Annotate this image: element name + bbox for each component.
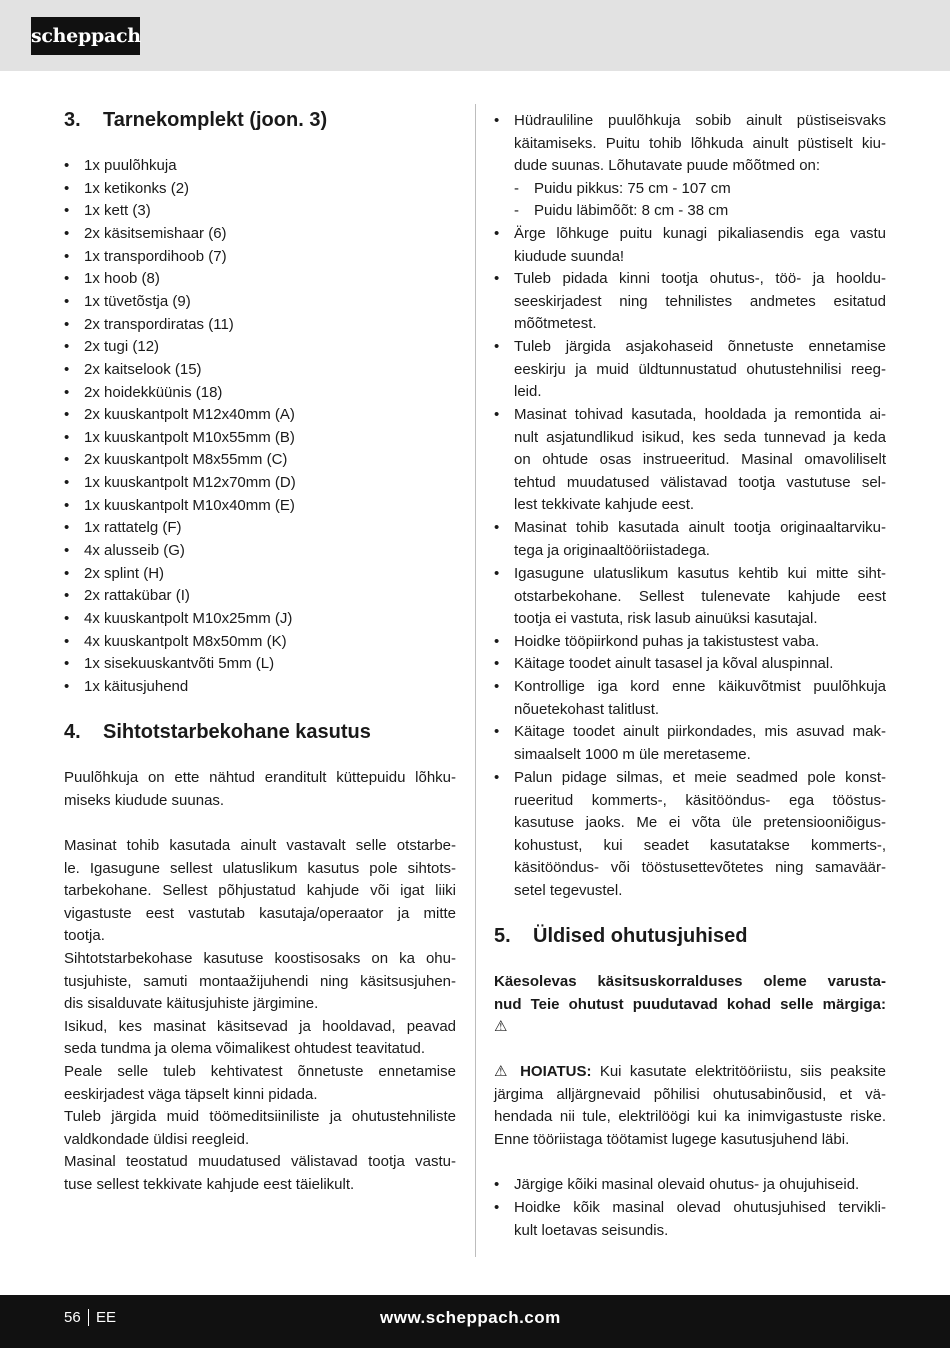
- bullet-icon: •: [494, 519, 500, 536]
- list-item-text: 1x puulõhkuja: [84, 157, 177, 174]
- text-line: Masinat tohib kasutada ainult tootja originaaltarviku-: [514, 519, 886, 536]
- text-line: [494, 1061, 886, 1084]
- bullet-icon: •: [64, 474, 70, 492]
- bullet-icon: •: [494, 1199, 500, 1216]
- text-line: Peale selle tuleb kehtivatest õnnetuste ennetamise: [64, 1062, 456, 1080]
- bullet-icon: •: [494, 270, 500, 287]
- list-item-text: 2x kuuskantpolt M8x55mm (C): [84, 451, 288, 469]
- text-line: käsitööndus- või tööstusettevõtetes ning samaväär-: [514, 859, 886, 877]
- header-bar: [0, 0, 950, 71]
- bullet-icon: •: [64, 610, 70, 627]
- bullet-icon: •: [64, 496, 70, 514]
- bullet-icon: •: [494, 112, 500, 129]
- bullet-icon: •: [494, 406, 500, 423]
- text-line: Käitage toodet ainult piirkondades, mis asuvad mak-: [514, 723, 886, 740]
- text-line: tusjuhiste, samuti montaažijuhendi ning käsitsusjuhen-: [64, 972, 456, 990]
- bullet-icon: •: [64, 224, 70, 242]
- bullet-icon: •: [64, 292, 70, 310]
- text-line: tuse sellest tekkivate kahjude eest täielikult.: [64, 1175, 355, 1193]
- bullet-icon: •: [64, 360, 70, 378]
- text-line: nud Teie ohutust puudutavad kohad selle märgiga:: [494, 995, 886, 1013]
- warning-text: Kui kasutate elektritööriistu, siis peaksite: [591, 1063, 886, 1080]
- section-5-title: Üldised ohutusjuhised: [533, 925, 748, 947]
- text-line: Tuleb järgida asjakohaseid õnnetuste ennetamise: [514, 338, 886, 355]
- bullet-icon: •: [64, 519, 70, 537]
- bullet-icon: •: [64, 338, 70, 356]
- text-line: eeskirju ja muid üldtunnustatud ohutustehnilisi reeg-: [514, 360, 886, 378]
- text-line: Käesolevas käsitsuskorralduses oleme varusta-: [494, 973, 886, 990]
- section-5-heading: [494, 924, 747, 948]
- text-line: Palun pidage silmas, et meie seadmed pole konst-: [514, 769, 886, 786]
- text-line: le. Igasugune sellest ulatuslikum kasutus pole sihtots-: [64, 859, 456, 877]
- text-line: Puidu läbimõõt: 8 cm - 38 cm: [534, 202, 729, 219]
- text-line: Järgige kõiki masinal olevaid ohutus- ja ohujuhiseid.: [514, 1176, 860, 1193]
- website-link[interactable]: www.scheppach.com: [380, 1308, 561, 1327]
- list-item-text: 1x rattatelg (F): [84, 519, 182, 537]
- text-line: Masinal teostatud muudatused välistavad tootja vastu-: [64, 1153, 456, 1171]
- text-line: vigastuste eest vastutab kasutaja/operaator ja mitte: [64, 904, 456, 922]
- bullet-icon: •: [494, 1176, 500, 1193]
- text-line: tarbekohane. Sellest põhjustatud kahjude või igat liiki: [64, 882, 456, 900]
- list-item-text: 1x hoob (8): [84, 270, 160, 288]
- text-line: tehtud muudatused välistavad tootja vastutuse sel-: [514, 473, 886, 491]
- text-line: nult asjatundlikud isikud, kes seda tunnevad ja keda: [514, 428, 886, 446]
- dash-icon: -: [514, 180, 519, 197]
- scheppach-logo: [31, 17, 140, 55]
- text-line: Sihtotstarbekohase kasutuse koostisosaks on ka ohu-: [64, 949, 456, 967]
- bullet-icon: •: [64, 564, 70, 582]
- list-item-text: 2x transpordiratas (11): [84, 315, 234, 333]
- text-line: otstarbekohane. Sellest tulenevate kahjude eest: [514, 587, 886, 605]
- bullet-icon: •: [64, 179, 70, 197]
- text-line: Tuleb pidada kinni tootja ohutus-, töö- ja hooldu-: [514, 270, 886, 287]
- section-5-number: 5.: [494, 925, 511, 947]
- list-item-text: 1x kuuskantpolt M10x55mm (B): [84, 428, 295, 446]
- section-4-paragraph-1: [64, 767, 456, 812]
- bullet-icon: •: [64, 383, 70, 401]
- bullet-icon: •: [494, 225, 500, 242]
- text-line: hendada nii tule, elektrilöögi kui ka inimvigastuste riske.: [494, 1108, 886, 1126]
- text-line: mõõtmetest.: [514, 315, 597, 333]
- section-3-number: 3.: [64, 109, 81, 131]
- text-line: kiudude suunda!: [514, 247, 625, 265]
- list-item-text: 2x kaitselook (15): [84, 360, 202, 378]
- text-line: Ärge lõhkuge puitu kunagi pikaliasendis ega vastu: [514, 225, 886, 242]
- bullet-icon: •: [494, 655, 500, 672]
- section-3-title: Tarnekomplekt (joon. 3): [103, 109, 328, 131]
- list-item-text: 2x splint (H): [84, 564, 165, 582]
- text-line: Hüdrauliline puulõhkuja sobib ainult püstiseisvaks: [514, 112, 886, 129]
- bullet-icon: •: [494, 338, 500, 355]
- text-line: Masinat tohib kasutada ainult vastavalt selle otstarbe-: [64, 837, 456, 854]
- text-line: eeskirjadest väga täpselt kinni pidada.: [64, 1085, 318, 1103]
- bullet-icon: •: [64, 677, 70, 695]
- text-line: Kontrollige iga kord enne käikuvõtmist puulõhkuja: [514, 678, 886, 695]
- text-line: Tuleb järgida muid töömeditsiiniliste ja ohutustehniliste: [64, 1108, 456, 1126]
- list-item-text: 1x kett (3): [84, 202, 151, 220]
- text-line: Käitage toodet ainult tasasel ja kõval aluspinnal.: [514, 655, 834, 672]
- text-line: rueeritud kommerts-, käsitööndus- ega tööstus-: [514, 791, 886, 809]
- bullet-icon: •: [64, 270, 70, 288]
- text-line: Igasugune ulatuslikum kasutus kehtib kui mitte siht-: [514, 565, 886, 582]
- bullet-icon: •: [494, 565, 500, 582]
- bullet-icon: •: [494, 723, 500, 740]
- list-item-text: 4x kuuskantpolt M8x50mm (K): [84, 632, 287, 650]
- text-line: Puidu pikkus: 75 cm - 107 cm: [534, 180, 731, 197]
- list-item-text: 1x ketikonks (2): [84, 179, 190, 197]
- list-item-text: 2x hoidekküünis (18): [84, 383, 223, 401]
- warning-paragraph: [494, 1061, 886, 1151]
- bullet-icon: •: [64, 157, 70, 174]
- text-line: järgima alljärgnevaid põhilisi ohutusabinõusid, et vä-: [494, 1085, 886, 1103]
- text-line: kohustust, kui seadet kasutatakse kommerts-,: [514, 836, 886, 854]
- text-line: seeskirjadest ning tehnilistes andmetes esitatud: [514, 292, 886, 310]
- bullet-icon: •: [494, 633, 500, 650]
- bullet-icon: •: [64, 247, 70, 265]
- text-line: Hoidke tööpiirkond puhas ja takistustest vaba.: [514, 633, 820, 650]
- text-line: leid.: [514, 383, 542, 401]
- text-line: tootja ei vastuta, risk lasub ainuüksi kasutajal.: [514, 610, 818, 628]
- section-4-paragraph-2: [64, 835, 456, 1197]
- text-line: käitamiseks. Puitu tohib lõhkuda ainult püstiselt kiu-: [514, 134, 886, 152]
- text-line: dis sisalduvate käitusjuhiste järgimine.: [64, 995, 319, 1013]
- warning-triangle-icon: ⚠: [494, 1063, 512, 1080]
- list-item-text: 2x kuuskantpolt M12x40mm (A): [84, 406, 295, 424]
- text-line: Puulõhkuja on ette nähtud eranditult küttepuidu lõhku-: [64, 769, 456, 786]
- text-line: kult loetavas seisundis.: [514, 1221, 669, 1239]
- text-line: valdkondade üldisi reegleid.: [64, 1130, 250, 1148]
- language-code: EE: [96, 1309, 117, 1326]
- section-4-number: 4.: [64, 721, 81, 743]
- bullet-icon: •: [494, 678, 500, 695]
- warning-triangle-icon: ⚠: [494, 1018, 508, 1036]
- bullet-icon: •: [64, 451, 70, 469]
- text-line: setel tegevustel.: [514, 881, 623, 899]
- text-line: tega ja originaaltööriistadega.: [514, 541, 710, 559]
- bullet-icon: •: [64, 655, 70, 673]
- footer-bar: [0, 1295, 950, 1348]
- list-item-text: 4x alusseib (G): [84, 542, 185, 560]
- text-line: nõuetekohast talitlust.: [514, 700, 660, 718]
- text-line: dude suunas. Lõhutavate puude mõõtmed on:: [514, 157, 821, 175]
- text-line: Masinat tohivad kasutada, hooldada ja remontida ai-: [514, 406, 886, 423]
- bullet-icon: •: [64, 406, 70, 424]
- logo-text: scheppach: [31, 25, 141, 47]
- text-line: lest tekkivate kahjude eest.: [514, 496, 695, 514]
- list-item-text: 2x käsitsemishaar (6): [84, 224, 227, 242]
- bullet-icon: •: [64, 428, 70, 446]
- bullet-icon: •: [64, 202, 70, 220]
- text-line: Enne tööriistaga töötamist lugege kasutusjuhend läbi.: [494, 1130, 850, 1148]
- list-item-text: 1x käitusjuhend: [84, 677, 189, 695]
- footer-separator: [88, 1309, 89, 1326]
- list-item-text: 4x kuuskantpolt M10x25mm (J): [84, 610, 293, 627]
- list-item-text: 2x tugi (12): [84, 338, 160, 356]
- text-line: seda tundma ja olema võimalikest ohtudest teavitatud.: [64, 1040, 426, 1058]
- list-item-text: 1x sisekuuskantvõti 5mm (L): [84, 655, 275, 673]
- section-4-heading: [64, 720, 371, 744]
- text-line: simaalselt 1000 m üle meretaseme.: [514, 745, 751, 763]
- section-3-heading: [64, 108, 327, 132]
- text-line: on ohtude osas instrueeritud. Masinal omavoliliselt: [514, 451, 886, 469]
- column-divider: [475, 104, 476, 1257]
- text-line: miseks kiudude suunas.: [64, 791, 225, 809]
- safety-intro: [494, 971, 886, 1039]
- text-line: Isikud, kes masinat käsitsevad ja hooldavad, peavad: [64, 1017, 456, 1035]
- text-line: kasutuse jaoks. Me ei võta üle pretensiooniõigus-: [514, 814, 886, 832]
- section-4-title: Sihtotstarbekohane kasutus: [103, 721, 371, 743]
- text-line: Hoidke kõik masinal olevad ohutusjuhised tervikli-: [514, 1199, 886, 1216]
- page-number: 56: [64, 1309, 81, 1326]
- bullet-icon: •: [64, 315, 70, 333]
- list-item-text: 1x transpordihoob (7): [84, 247, 227, 265]
- bullet-icon: •: [64, 542, 70, 560]
- bullet-icon: •: [494, 769, 500, 786]
- list-item-text: 1x tüvetõstja (9): [84, 292, 191, 310]
- bullet-icon: •: [64, 587, 70, 605]
- dash-icon: -: [514, 202, 519, 219]
- bullet-icon: •: [64, 632, 70, 650]
- list-item-text: 1x kuuskantpolt M12x70mm (D): [84, 474, 296, 492]
- list-item-text: 2x rattakübar (I): [84, 587, 190, 605]
- warning-label: HOIATUS:: [520, 1063, 592, 1080]
- text-line: tootja.: [64, 927, 105, 945]
- list-item-text: 1x kuuskantpolt M10x40mm (E): [84, 496, 295, 514]
